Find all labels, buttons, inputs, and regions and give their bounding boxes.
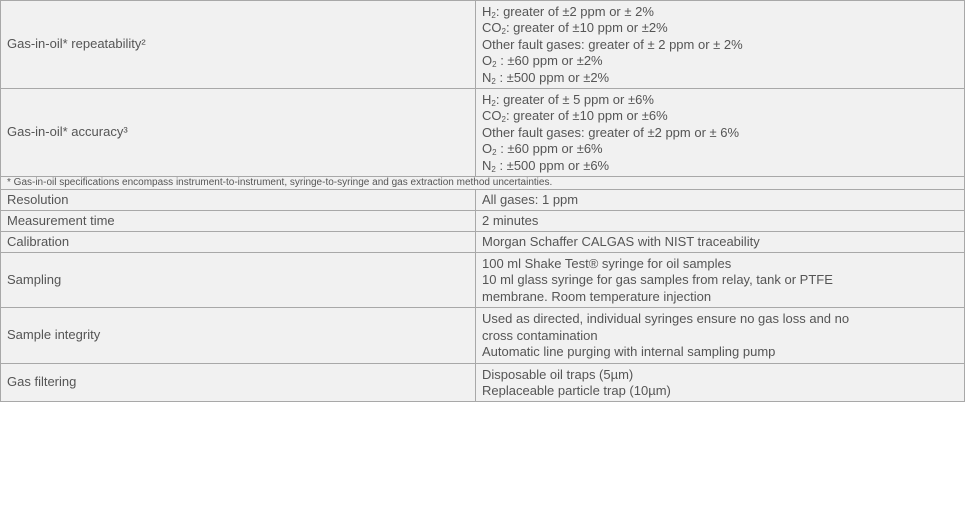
gas-symbol: CO: [482, 20, 502, 36]
gas-symbol: H: [482, 4, 492, 19]
gas-subscript: 2: [492, 148, 497, 158]
spec-label: Gas filtering: [1, 363, 476, 402]
gas-subscript: 2: [491, 164, 496, 174]
spec-value-line: [482, 108, 964, 124]
spec-value-line: 100 ml Shake Test® syringe for oil samples: [482, 256, 732, 272]
spec-label: Gas-in-oil* repeatability²: [1, 1, 476, 89]
gas-subscript: 2: [501, 27, 506, 37]
gas-symbol: CO: [482, 108, 502, 124]
spec-value-line: [482, 125, 964, 141]
spec-value-text: : ±60 ppm or ±6%: [496, 141, 603, 157]
spec-value-line: 10 ml glass syringe for gas samples from relay, tank or PTFE: [482, 272, 833, 288]
specifications-body: [1, 1, 965, 402]
spec-label: Sampling: [1, 253, 476, 308]
gas-subscript: 2: [491, 99, 496, 109]
spec-value-line: Used as directed, individual syringes ensure no gas loss and no: [482, 311, 850, 327]
spec-row: [1, 1, 965, 89]
spec-value-text: : ±500 ppm or ±2%: [495, 69, 610, 85]
gas-symbol: O: [482, 53, 493, 69]
spec-row: [1, 211, 965, 232]
spec-value: [476, 308, 965, 363]
spec-label: Measurement time: [1, 211, 476, 232]
spec-value-line: [482, 20, 964, 36]
spec-row: [1, 190, 965, 211]
spec-row: [1, 232, 965, 253]
spec-value-line: [482, 141, 964, 157]
spec-value-text: : ±500 ppm or ±6%: [495, 157, 610, 173]
spec-value-line: [482, 4, 964, 20]
spec-value: [476, 253, 965, 308]
gas-subscript: 2: [501, 115, 506, 125]
spec-value-line: All gases: 1 ppm: [482, 191, 579, 207]
spec-row: [1, 363, 965, 402]
spec-row: [1, 89, 965, 177]
spec-value-text: : ±60 ppm or ±2%: [496, 53, 603, 69]
spec-value-text: : greater of ±2 ppm or ± 2%: [495, 4, 654, 19]
spec-value-line: [482, 70, 964, 86]
gas-symbol: N: [482, 157, 492, 173]
footnote: * Gas-in-oil specifications encompass instrument-to-instrument, syringe-to-syringe and gas extraction method uncertainties.: [1, 177, 965, 190]
spec-value: [476, 89, 965, 177]
spec-value-line: [482, 37, 964, 53]
spec-value-line: Morgan Schaffer CALGAS with NIST traceability: [482, 233, 760, 249]
gas-symbol: O: [482, 141, 493, 157]
spec-value-line: [482, 92, 964, 108]
gas-subscript: 2: [491, 11, 496, 20]
gas-subscript: 2: [492, 60, 497, 70]
spec-value-text: : greater of ± 5 ppm or ±6%: [495, 92, 654, 108]
spec-label: Calibration: [1, 232, 476, 253]
spec-value-text: : greater of ±10 ppm or ±2%: [505, 20, 668, 36]
spec-label: Sample integrity: [1, 308, 476, 363]
spec-label: Resolution: [1, 190, 476, 211]
gas-symbol: H: [482, 92, 492, 108]
spec-value-text: : greater of ±10 ppm or ±6%: [505, 108, 668, 124]
spec-value: [476, 1, 965, 89]
spec-value-text: Other fault gases: greater of ± 2 ppm or ± 2%: [482, 36, 743, 52]
spec-value-line: Replaceable particle trap (10µm): [482, 382, 671, 398]
spec-value-line: [482, 53, 964, 69]
spec-row: [1, 253, 965, 308]
gas-symbol: N: [482, 69, 492, 85]
footnote-row: [1, 177, 965, 190]
spec-value-line: membrane. Room temperature injection: [482, 288, 712, 304]
spec-value: [476, 211, 965, 232]
spec-value-line: Automatic line purging with internal sampling pump: [482, 344, 776, 360]
spec-value-line: 2 minutes: [482, 212, 539, 228]
spec-value: [476, 190, 965, 211]
spec-value-line: [482, 158, 964, 174]
spec-value: [476, 363, 965, 402]
gas-subscript: 2: [491, 76, 496, 86]
spec-value-line: cross contamination: [482, 327, 598, 343]
spec-value: [476, 232, 965, 253]
spec-label: Gas-in-oil* accuracy³: [1, 89, 476, 177]
spec-value-line: Disposable oil traps (5µm): [482, 366, 634, 382]
spec-value-text: Other fault gases: greater of ±2 ppm or ± 6%: [482, 124, 740, 140]
spec-row: [1, 308, 965, 363]
